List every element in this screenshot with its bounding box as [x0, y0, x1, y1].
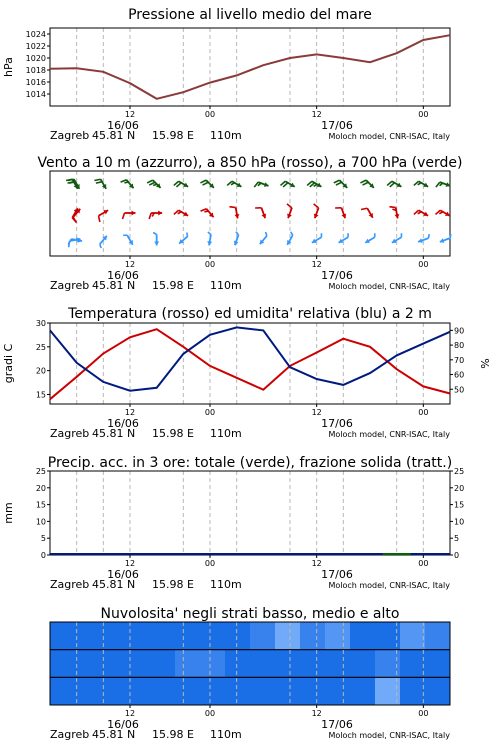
- cloud-cell-0-9: [275, 622, 301, 650]
- cloud-cell-1-3: [125, 650, 151, 678]
- x-tick-label: 12: [311, 260, 322, 269]
- cloud-cell-0-5: [175, 622, 201, 650]
- cloud-cell-2-6: [200, 677, 226, 705]
- location-lat: 45.81 N: [92, 427, 136, 440]
- wind-barb-2-6: [207, 232, 212, 245]
- y-tick-label-right: 15: [454, 500, 465, 510]
- y-tick-label: 20: [35, 483, 46, 493]
- location-elev: 110m: [210, 129, 242, 142]
- x-tick-label: 00: [418, 709, 429, 718]
- x-tick-label: 12: [124, 408, 136, 417]
- wind-barb-2-7: [234, 232, 239, 245]
- model-credit: Moloch model, CNR-ISAC, Italy: [328, 132, 450, 141]
- cloud-cell-1-10: [300, 650, 326, 678]
- cloud-cell-2-12: [350, 677, 376, 705]
- wind-barb-1-12-feather: [361, 208, 367, 209]
- wind-barb-1-7: [229, 207, 239, 219]
- wind-barb-0-7: [227, 181, 241, 187]
- cloud-cell-1-5: [175, 650, 201, 678]
- wind-barb-1-9: [287, 204, 292, 218]
- date-label: 16/06: [107, 269, 139, 282]
- y-tick-label-right: 90: [454, 326, 465, 336]
- date-label: 16/06: [107, 718, 139, 731]
- y-axis-label-3: mm: [2, 502, 15, 524]
- cloud-cell-1-0: [50, 650, 76, 678]
- location-name: Zagreb: [50, 129, 90, 142]
- cloud-cell-2-5: [175, 677, 201, 705]
- wind-barb-0-11-feather: [334, 180, 340, 183]
- wind-barb-2-15: [440, 234, 451, 243]
- y-tick-label: 25: [35, 342, 46, 352]
- wind-barb-2-9: [287, 232, 293, 245]
- cloud-cell-2-1: [75, 677, 101, 705]
- y-tick-label: 1018: [25, 66, 46, 75]
- cloud-cell-2-9: [275, 677, 301, 705]
- wind-barb-1-4: [149, 211, 162, 220]
- cloud-cell-2-11: [325, 677, 351, 705]
- y-tick-label: 25: [35, 467, 46, 476]
- wind-barb-0-14-feather: [418, 183, 421, 185]
- pressure-line: [50, 35, 450, 99]
- y-tick-label-right: 60: [454, 370, 465, 380]
- wind-barb-2-6-feather: [208, 232, 211, 235]
- wind-barb-1-2-feather: [99, 216, 100, 222]
- y-axis-label-2: %: [479, 358, 492, 369]
- date-label: 17/06: [321, 119, 353, 132]
- y-tick-label-right: 50: [454, 385, 465, 395]
- wind-barb-1-6: [201, 209, 214, 217]
- cloud-cell-0-3: [125, 622, 151, 650]
- y-tick-label: 10: [35, 517, 46, 527]
- cloud-cell-2-10: [300, 677, 326, 705]
- x-tick-label: 12: [311, 709, 322, 718]
- wind-barb-1-15: [436, 210, 450, 216]
- y-tick-label-right: 70: [454, 355, 465, 365]
- date-label: 17/06: [321, 718, 353, 731]
- cloud-cell-0-1: [75, 622, 101, 650]
- y-tick-label: 1014: [25, 90, 46, 99]
- date-label: 16/06: [107, 568, 139, 581]
- wind-barb-2-8-feather: [265, 232, 266, 236]
- wind-barb-0-12: [360, 180, 373, 188]
- cloud-cell-0-7: [225, 622, 251, 650]
- x-tick-label: 00: [418, 408, 429, 417]
- location-lon: 15.98 E: [152, 578, 194, 591]
- wind-barb-1-12: [361, 208, 373, 218]
- cloud-cell-2-14: [400, 677, 426, 705]
- y-tick-label-right: 5: [454, 534, 460, 544]
- x-tick-label: 12: [124, 709, 136, 718]
- model-credit: Moloch model, CNR-ISAC, Italy: [328, 731, 450, 740]
- wind-barb-1-15-feather: [439, 212, 442, 214]
- location-name: Zagreb: [50, 427, 90, 440]
- x-tick-label: 12: [311, 110, 322, 119]
- location-name: Zagreb: [50, 279, 90, 292]
- wind-barb-0-3-feather: [121, 180, 127, 182]
- location-lon: 15.98 E: [152, 427, 194, 440]
- chart-title-0: Pressione al livello medio del mare: [128, 7, 372, 23]
- wind-barb-2-15-feather: [450, 234, 451, 238]
- wind-barb-0-8-feather: [254, 182, 258, 187]
- chart-title-3: Precip. acc. in 3 ore: totale (verde), frazione solida (tratt.): [47, 455, 453, 471]
- wind-barb-0-4: [147, 180, 160, 188]
- wind-barb-1-9-feather: [287, 204, 292, 208]
- cloud-cell-0-14: [400, 622, 426, 650]
- wind-barb-1-10-feather: [314, 204, 319, 208]
- wind-barb-0-12-feather: [363, 182, 369, 185]
- x-tick-label: 12: [124, 559, 136, 568]
- x-tick-label: 12: [124, 110, 136, 119]
- cloud-cell-2-7: [225, 677, 251, 705]
- y-tick-label: 5: [40, 534, 46, 544]
- wind-barb-1-3: [123, 211, 136, 220]
- x-tick-label: 00: [204, 559, 216, 568]
- x-tick-label: 12: [311, 408, 322, 417]
- y-tick-label-right: 0: [454, 551, 460, 560]
- cloud-cell-1-11: [325, 650, 351, 678]
- wind-barb-2-3: [123, 235, 133, 245]
- model-credit: Moloch model, CNR-ISAC, Italy: [328, 282, 450, 291]
- cloud-cell-1-15: [425, 650, 451, 678]
- y-tick-label-right: 80: [454, 341, 465, 351]
- panel-frame-0: [50, 28, 450, 106]
- temperature-line: [50, 329, 450, 399]
- wind-barb-1-6-feather: [204, 211, 208, 212]
- y-axis-label-0: hPa: [2, 57, 15, 77]
- y-tick-label: 1024: [25, 30, 46, 39]
- location-lat: 45.81 N: [92, 279, 136, 292]
- wind-barb-0-11: [334, 180, 347, 188]
- location-lon: 15.98 E: [152, 279, 194, 292]
- y-tick-label: 30: [35, 319, 46, 328]
- cloud-cell-1-4: [150, 650, 176, 678]
- wind-barb-0-14: [414, 181, 428, 187]
- cloud-cell-2-4: [150, 677, 176, 705]
- wind-barb-0-15-feather: [436, 182, 440, 187]
- wind-barb-0-9: [281, 181, 295, 187]
- x-tick-label: 00: [204, 408, 216, 417]
- wind-barb-2-8: [260, 232, 267, 244]
- precip-bar-13: [383, 553, 411, 555]
- wind-barb-1-14-feather: [418, 212, 421, 214]
- cloud-cell-1-7: [225, 650, 251, 678]
- cloud-cell-1-14: [400, 650, 426, 678]
- wind-barb-0-2-feather: [96, 182, 102, 183]
- wind-barb-0-15-feather: [440, 183, 443, 186]
- wind-barb-1-10: [314, 204, 319, 218]
- date-label: 16/06: [107, 417, 139, 430]
- wind-barb-1-5: [174, 210, 188, 216]
- y-tick-label-right: 25: [454, 467, 465, 476]
- wind-barb-0-15: [436, 182, 450, 187]
- cloud-cell-0-0: [50, 622, 76, 650]
- cloud-cell-1-12: [350, 650, 376, 678]
- wind-barb-0-2-feather: [94, 179, 100, 180]
- y-tick-label: 1020: [25, 54, 46, 63]
- wind-barb-1-11: [335, 208, 346, 218]
- location-elev: 110m: [210, 578, 242, 591]
- y-tick-label: 1022: [25, 42, 46, 51]
- wind-barb-2-4-head: [154, 242, 159, 246]
- cloud-cell-0-4: [150, 622, 176, 650]
- wind-barb-0-6: [200, 180, 213, 188]
- wind-barb-1-3-head: [132, 211, 136, 216]
- wind-barb-0-7-feather: [231, 183, 234, 185]
- y-tick-label: 20: [35, 366, 46, 376]
- x-tick-label: 00: [204, 260, 216, 269]
- wind-barb-2-9-feather: [291, 232, 293, 235]
- wind-barb-2-14-feather: [429, 234, 430, 238]
- date-label: 17/06: [321, 269, 353, 282]
- wind-barb-2-2-feather: [100, 244, 101, 248]
- y-tick-label: 15: [35, 390, 46, 400]
- chart-title-1: Vento a 10 m (azzurro), a 850 hPa (rosso), a 700 hPa (verde): [37, 155, 463, 171]
- x-tick-label: 00: [204, 110, 216, 119]
- cloud-cell-1-8: [250, 650, 276, 678]
- cloud-cell-2-8: [250, 677, 276, 705]
- y-tick-label-right: 20: [454, 483, 465, 493]
- wind-barb-0-3: [121, 180, 134, 188]
- cloud-cell-0-11: [325, 622, 351, 650]
- model-credit: Moloch model, CNR-ISAC, Italy: [328, 430, 450, 439]
- location-lon: 15.98 E: [152, 129, 194, 142]
- wind-barb-0-8-feather: [258, 183, 261, 186]
- wind-barb-2-5-feather: [187, 232, 188, 236]
- date-label: 17/06: [321, 568, 353, 581]
- date-label: 17/06: [321, 417, 353, 430]
- location-elev: 110m: [210, 427, 242, 440]
- cloud-cell-2-3: [125, 677, 151, 705]
- y-axis-label-2: gradi C: [2, 343, 15, 384]
- wind-barb-1-6-feather: [201, 209, 207, 211]
- location-lat: 45.81 N: [92, 129, 136, 142]
- wind-barb-0-4-feather: [147, 180, 153, 183]
- cloud-cell-1-9: [275, 650, 301, 678]
- wind-barb-1-14: [414, 210, 428, 216]
- wind-barb-1-4-feather: [149, 213, 151, 219]
- wind-barb-2-4-feather: [153, 233, 157, 235]
- panel-frame-3: [50, 471, 450, 555]
- wind-barb-0-8: [254, 182, 268, 187]
- cloud-cell-0-12: [350, 622, 376, 650]
- wind-barb-1-7-feather: [229, 207, 235, 208]
- date-label: 16/06: [107, 119, 139, 132]
- wind-barb-0-11-feather: [336, 182, 342, 185]
- wind-barb-0-13: [387, 181, 401, 187]
- wind-barb-1-8: [255, 208, 266, 218]
- cloud-cell-0-8: [250, 622, 276, 650]
- wind-barb-1-3-feather: [123, 213, 125, 219]
- y-tick-label: 15: [35, 500, 46, 510]
- wind-barb-1-4-head: [158, 211, 162, 216]
- x-tick-label: 00: [204, 709, 216, 718]
- location-lat: 45.81 N: [92, 728, 136, 741]
- chart-title-4: Nuvolosita' negli strati basso, medio e alto: [100, 606, 400, 622]
- x-tick-label: 00: [418, 559, 429, 568]
- y-tick-label: 0: [40, 551, 46, 560]
- location-elev: 110m: [210, 728, 242, 741]
- wind-barb-2-4: [153, 233, 159, 246]
- location-lat: 45.81 N: [92, 578, 136, 591]
- y-tick-label-right: 10: [454, 517, 465, 527]
- wind-barb-0-12-feather: [360, 180, 366, 183]
- wind-barb-2-12: [365, 233, 375, 243]
- location-name: Zagreb: [50, 578, 90, 591]
- humidity-line: [50, 327, 450, 390]
- wind-barb-0-6-feather: [203, 182, 209, 185]
- cloud-cell-0-10: [300, 622, 326, 650]
- location-elev: 110m: [210, 279, 242, 292]
- cloud-cell-1-6: [200, 650, 226, 678]
- cloud-cell-0-6: [200, 622, 226, 650]
- wind-barb-0-4-feather: [153, 184, 157, 185]
- chart-title-2: Temperatura (rosso) ed umidita' relativa (blu) a 2 m: [68, 306, 432, 322]
- wind-barb-0-3-feather: [124, 182, 128, 183]
- wind-barb-1-13-feather: [389, 207, 395, 208]
- x-tick-label: 12: [311, 559, 322, 568]
- y-tick-label: 1016: [25, 78, 46, 87]
- wind-barb-0-2: [94, 179, 106, 189]
- wind-barb-0-10: [307, 181, 321, 187]
- cloud-cell-1-1: [75, 650, 101, 678]
- wind-barb-1-13: [389, 207, 399, 219]
- x-tick-label: 00: [418, 110, 429, 119]
- cloud-cell-0-15: [425, 622, 451, 650]
- wind-barb-0-5: [174, 181, 188, 187]
- location-lon: 15.98 E: [152, 728, 194, 741]
- x-tick-label: 12: [124, 260, 136, 269]
- model-credit: Moloch model, CNR-ISAC, Italy: [328, 581, 450, 590]
- location-name: Zagreb: [50, 728, 90, 741]
- wind-barb-1-5-feather: [178, 212, 181, 214]
- cloud-cell-2-15: [425, 677, 451, 705]
- x-tick-label: 00: [418, 260, 429, 269]
- wind-barb-0-6-feather: [200, 180, 206, 183]
- cloud-cell-2-0: [50, 677, 76, 705]
